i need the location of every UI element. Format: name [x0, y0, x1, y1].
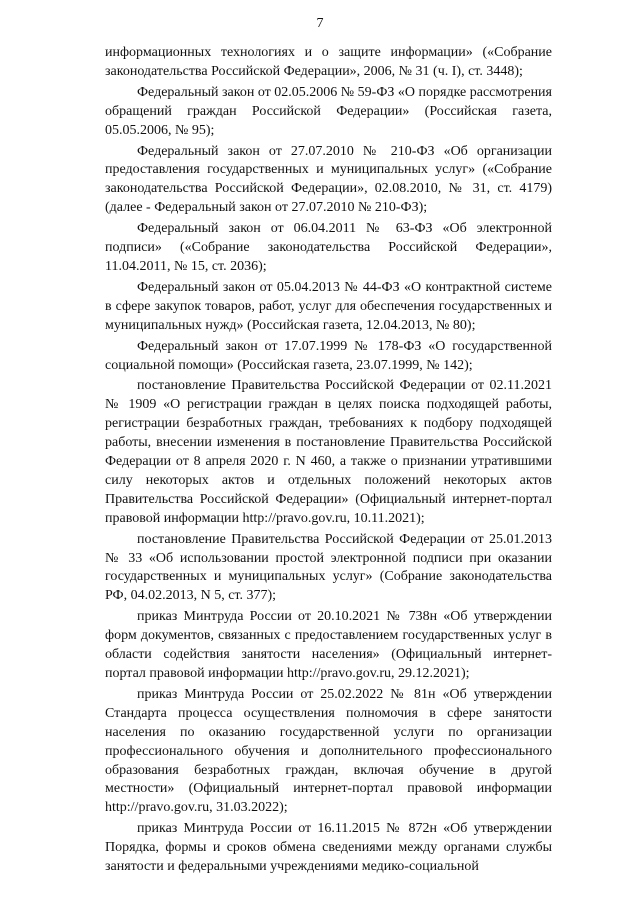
- document-body: [105, 44, 552, 879]
- paragraph-resolution-33: постановление Правительства Российской Федерации от 25.01.2013 № 33 «Об использовании простой электронной подписи при оказании государственных и муниципальных услуг» (Собрание законодательства РФ, 04.02.2013, N 5, ст. 377);: [105, 531, 552, 604]
- paragraph-law-178fz: Федеральный закон от 17.07.1999 № 178-ФЗ «О государственной социальной помощи» (Российская газета, 23.07.1999, № 142);: [105, 338, 552, 373]
- paragraph-law-210fz: Федеральный закон от 27.07.2010 № 210-ФЗ «Об организации предоставления государственных и муниципальных услуг» («Собрание законодательства Российской Федерации», 02.08.2010, № 31, ст. 4179) (далее - Федеральный закон от 27.07.2010 № 210-ФЗ);: [105, 143, 552, 216]
- page-number: 7: [316, 16, 324, 31]
- paragraph-law-59fz: Федеральный закон от 02.05.2006 № 59-ФЗ «О порядке рассмотрения обращений граждан Российской Федерации» (Российская газета, 05.05.2006, № 95);: [105, 84, 552, 138]
- paragraph-law-63fz: Федеральный закон от 06.04.2011 № 63-ФЗ «Об электронной подписи» («Собрание законодательства Российской Федерации», 11.04.2011, № 15, ст. 2036);: [105, 221, 552, 274]
- paragraph-continuation: информационных технологиях и о защите информации» («Собрание законодательства Российской Федерации», 2006, № 31 (ч. I), ст. 3448);: [105, 45, 552, 79]
- paragraph-order-738n: приказ Минтруда России от 20.10.2021 № 738н «Об утверждении форм документов, связанных с предоставлением государственных услуг в области содействия занятости населения» (Официальный интернет-портал правовой информации http://pravo.gov.ru, 29.12.2021);: [105, 609, 552, 681]
- paragraph-order-872n: приказ Минтруда России от 16.11.2015 № 872н «Об утверждении Порядка, формы и сроков обмена сведениями между органами службы занятости и федеральными учреждениями медико-социальной: [105, 821, 552, 875]
- paragraph-order-81n: приказ Минтруда России от 25.02.2022 № 81н «Об утверждении Стандарта процесса осуществления полномочия в сфере занятости населения по оказанию государственной услуги по организации профессионального обучения и дополнительного профессионального образования безработных граждан, включая обучение в другой местности» (Официальный интернет-портал правовой информации http://pravo.gov.ru, 31.03.2022);: [105, 686, 552, 816]
- paragraph-resolution-1909: постановление Правительства Российской Федерации от 02.11.2021 № 1909 «О регистрации граждан в целях поиска подходящей работы, регистрации безработных граждан, требованиях к подбору подходящей работы, внесении изменения в постановление Правительства Российской Федерации от 8 апреля 2020 г. N 460, а также о признании утратившими силу некоторых актов и отдельных положений некоторых актов Правительства Российской Федерации» (Официальный интернет-портал правовой информации http://pravo.gov.ru, 10.11.2021);: [105, 378, 552, 526]
- paragraph-law-44fz: Федеральный закон от 05.04.2013 № 44-ФЗ «О контрактной системе в сфере закупок товаров, работ, услуг для обеспечения государственных и муниципальных нужд» (Российская газета, 12.04.2013, № 80);: [105, 279, 552, 333]
